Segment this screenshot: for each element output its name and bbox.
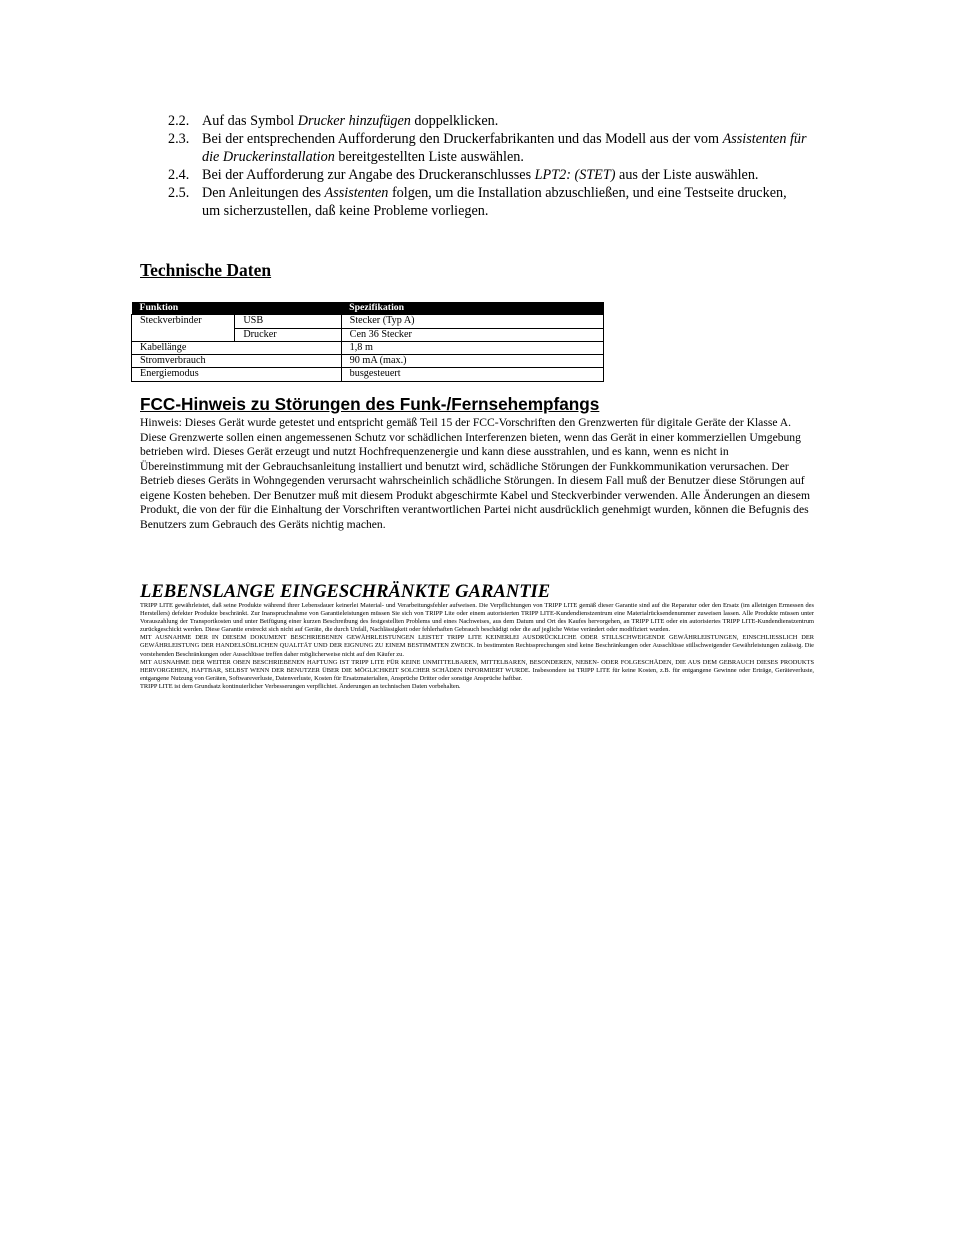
cell-empty (132, 328, 235, 341)
warranty-paragraph: MIT AUSNAHME DER IN DIESEM DOKUMENT BESCHRIEBENEN GEWÄHRLEISTUNGEN LEISTET TRIPP LITE KEINERLEI AUSDRÜCKLICHE ODER STILLSCHWEIGENDE GEWÄHRLEISTUNGEN, EINSCHLIESSLICH DER GEWÄHRLEISTUNG DER HANDELSÜBLICHEN QUALITÄT UND DER EIGNUNG ZU EINEM BESTIMMTEN ZWECK. In bestimmten Rechtssprechungen sind keine Beschränkungen oder Ausschlüsse stillschweigender Gewährleistungen zulässig. Die vorstehenden Beschränkungen oder Ausschlüsse treffen daher möglicherweise nicht auf den Käufer zu. (140, 634, 814, 658)
cell-energiemodus: Energiemodus (132, 368, 342, 381)
cell-energiemodus-spec: busgesteuert (341, 368, 603, 381)
step-number: 2.5. (168, 185, 190, 201)
cell-kabellaenge-spec: 1,8 m (341, 341, 603, 354)
table-row (132, 355, 604, 368)
column-header-spezifikation: Spezifikation (341, 302, 603, 315)
column-header-funktion: Funktion (132, 302, 342, 315)
step-text: Auf das Symbol Drucker hinzufügen doppelklicken. (202, 113, 499, 129)
list-item (168, 112, 808, 130)
table-row (132, 315, 604, 328)
table-row (132, 341, 604, 354)
step-number: 2.2. (168, 113, 190, 129)
cell-usb-spec: Stecker (Typ A) (341, 315, 603, 328)
cell-stromverbrauch: Stromverbrauch (132, 355, 342, 368)
step-number: 2.3. (168, 131, 190, 147)
list-item (168, 130, 808, 166)
installation-steps (168, 112, 808, 220)
table-row (132, 328, 604, 341)
step-text: Den Anleitungen des Assistenten folgen, um die Installation abzuschließen, und eine Testseite drucken, um sicherzustellen, daß keine Probleme vorliegen. (202, 185, 787, 219)
warranty-paragraph: TRIPP LITE gewährleistet, daß seine Produkte während ihrer Lebensdauer keinerlei Material- und Verarbeitungsfehler aufweisen. Die Verpflichtungen von TRIPP LITE gemäß dieser Garantie sind auf die Reparatur oder den Ersatz (im alleinigen Ermessen des Herstellers) defekter Produkte beschränkt. Zur Inanspruchnahme von Garantieleistungen müssen Sie sich von TRIPP Lite oder einem autorisierten TRIPP LITE-Kundendienstzentrum eine Materialrücksendenummer zuweisen lassen. Alle Produkte müssen unter Vorauszahlung der Transportkosten und unter Beifügung einer kurzen Beschreibung des festgestellten Problems und eines Nachweises, aus dem Datum und Ort des Kaufes hervorgehen, an TRIPP LITE oder ein autorisiertes TRIPP LITE-Kundendienstzentrum zurückgeschickt werden. Diese Garantie erstreckt sich nicht auf Geräte, die durch Unfall, Nachlässigkeit oder fehlerhaften Gebrauch beschädigt oder die auf jegliche Weise verändert oder modifiziert wurden. (140, 602, 814, 634)
warranty-heading: LEBENSLANGE EINGESCHRÄNKTE GARANTIE (140, 581, 551, 602)
cell-kabellaenge: Kabellänge (132, 341, 342, 354)
step-number: 2.4. (168, 167, 190, 183)
tech-data-heading: Technische Daten (140, 260, 272, 280)
step-text: Bei der Aufforderung zur Angabe des Druckeranschlusses LPT2: (STET) aus der Liste auswählen. (202, 167, 759, 183)
warranty-paragraph: TRIPP LITE ist dem Grundsatz kontinuierlicher Verbesserungen verpflichtet. Änderungen an technischen Daten vorbehalten. (140, 682, 461, 690)
fcc-heading: FCC-Hinweis zu Störungen des Funk-/Fernsehempfangs (140, 394, 600, 414)
step-text: Bei der entsprechenden Aufforderung den Druckerfabrikanten und das Modell aus der vom Assistenten für die Druckerinstallation bereitgestellten Liste auswählen. (202, 131, 807, 165)
list-item (168, 166, 808, 184)
cell-steckverbinder: Steckverbinder (132, 315, 235, 328)
warranty-body (140, 602, 814, 691)
table-header-row (132, 302, 604, 315)
fcc-body: Hinweis: Dieses Gerät wurde getestet und entspricht gemäß Teil 15 der FCC-Vorschriften den Grenzwerten für digitale Geräte der Klasse A. Diese Grenzwerte sollen einen angemessenen Schutz vor schädlichen Interferenzen bieten, wenn das Gerät in einer kommerziellen Umgebung betrieben wird. Dieses Gerät erzeugt und nutzt Hochfrequenzenergie und kann diese ausstrahlen, und es kann, wenn es nicht in Übereinstimmung mit der Gebrauchsanleitung installiert und benutzt wird, schädliche Störungen der Funkkommunikation verursachen. Der Betrieb dieses Geräts in Wohngegenden verursacht wahrscheinlich schädliche Störungen. In diesem Fall muß der Benutzer diese Störungen auf eigene Kosten beheben. Der Benutzer muß mit diesem Produkt abgeschirmte Kabel und Steckverbinder verwenden. Alle Änderungen an diesem Produkt, die von der für die Einhaltung der Vorschriften verantwortlichen Partei nicht ausdrücklich genehmigt wurden, können die Befugnis des Benutzers zum Gebrauch des Geräts nichtig machen. (140, 416, 810, 531)
cell-drucker-spec: Cen 36 Stecker (341, 328, 603, 341)
cell-stromverbrauch-spec: 90 mA (max.) (341, 355, 603, 368)
cell-usb: USB (235, 315, 341, 328)
spec-table (131, 302, 604, 382)
list-item (168, 184, 808, 220)
table-row (132, 368, 604, 381)
warranty-paragraph: MIT AUSNAHME DER WEITER OBEN BESCHRIEBENEN HAFTUNG IST TRIPP LITE FÜR KEINE UNMITTELBAREN, MITTELBAREN, BESONDEREN, NEBEN- ODER FOLGESCHÄDEN, DIE AUS DEM GEBRAUCH DIESES PRODUKTS HERVORGEHEN, HAFTBAR, SELBST WENN DER BENUTZER ÜBER DIE MÖGLICHKEIT SOLCHER SCHÄDEN INFORMIERT WURDE. Insbesondere ist TRIPP LITE für keine Kosten, z.B. für entgangene Gewinne oder Erträge, Geräteverluste, entgangene Nutzung von Geräten, Softwareverluste, Datenverluste, Kosten für Ersatzmaterialien, Ansprüche Dritter oder sonstige Ansprüche haftbar. (140, 658, 814, 682)
cell-drucker: Drucker (235, 328, 341, 341)
